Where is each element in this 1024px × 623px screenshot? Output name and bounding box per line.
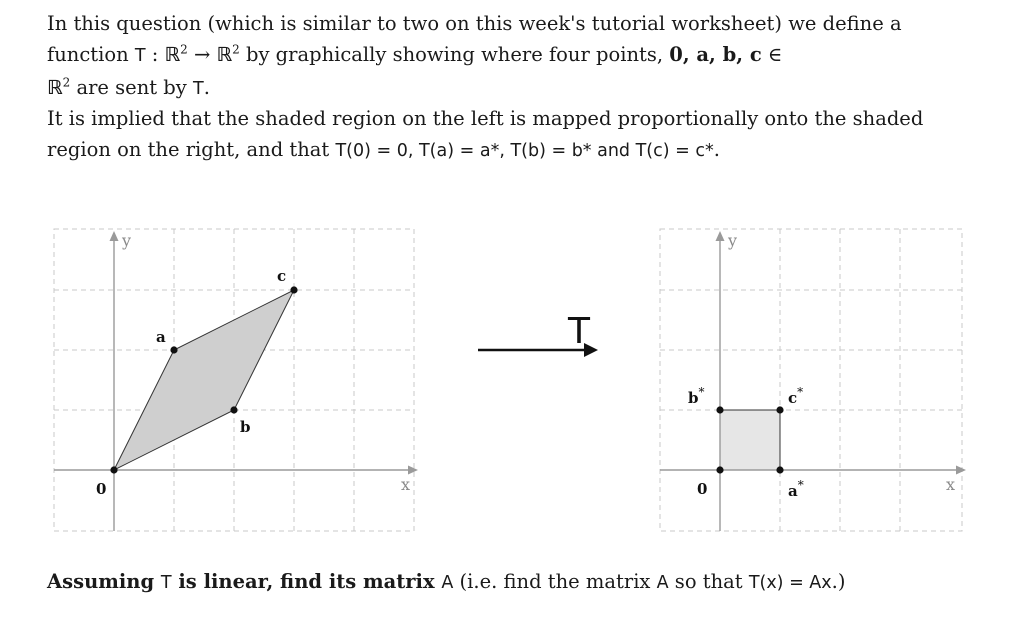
left-point-origin [110, 466, 117, 473]
right-label-a-star: a* [788, 478, 804, 500]
left-label-c: c [277, 267, 287, 285]
question-task: Assuming T is linear, find its matrix A (i.e. find the matrix A so that T(x) = Ax.) [47, 570, 846, 593]
left-x-axis-label: x [401, 475, 411, 494]
left-point-a [170, 346, 177, 353]
right-point-a-star [776, 466, 783, 473]
right-label-c-star: c* [788, 385, 804, 407]
left-shaded-parallelogram [114, 290, 294, 470]
left-label-a: a [156, 328, 166, 346]
right-graph [660, 229, 966, 531]
right-label-b-star: b* [688, 385, 705, 407]
mapping-arrow [478, 311, 598, 357]
left-y-axis-label: y [122, 231, 132, 250]
question-implication: It is implied that the shaded region on the left is mapped proportionally onto the shaded region on the right, and that T(0) = 0, T(a) = a*, T(b) = b* and T(c) = c*. [47, 107, 924, 161]
left-graph [54, 229, 418, 531]
question-intro: In this question (which is similar to two on this week's tutorial worksheet) we define a function T : ℝ$^2$ → ℝ$^2$ by graphically showing where four points, 0, a, b, c ∈ ℝ$^2$ are sent by T. [47, 12, 902, 99]
left-point-c [290, 286, 297, 293]
left-point-b [230, 406, 237, 413]
map-label-T: T [568, 311, 590, 352]
right-label-origin: 0 [697, 480, 708, 498]
left-label-origin: 0 [96, 480, 107, 498]
right-point-c-star [776, 406, 783, 413]
right-point-b-star [716, 406, 723, 413]
left-label-b: b [240, 418, 251, 436]
right-x-axis-label: x [946, 475, 956, 494]
right-shaded-square [720, 410, 780, 470]
right-point-origin [716, 466, 723, 473]
right-y-axis-label: y [728, 231, 738, 250]
